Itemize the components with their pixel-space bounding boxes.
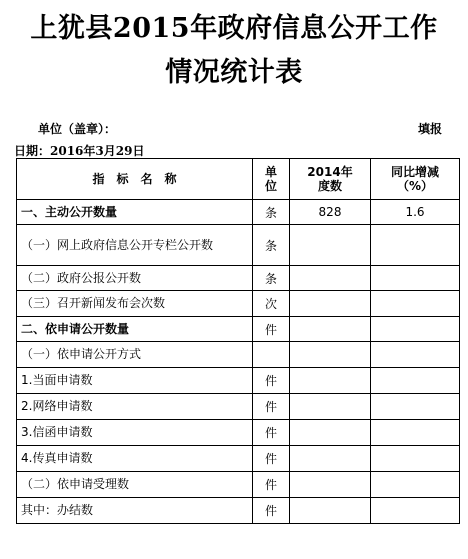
unit-cell: 条 bbox=[253, 200, 290, 225]
indicator-name-cell: （二）政府公报公开数 bbox=[17, 266, 253, 291]
table-row bbox=[17, 472, 460, 498]
year-count-cell bbox=[290, 498, 371, 524]
indicator-name-cell: 3.信函申请数 bbox=[17, 420, 253, 446]
indicator-name-cell: 其中：办结数 bbox=[17, 498, 253, 524]
unit-cell: 件 bbox=[253, 420, 290, 446]
year-count-cell bbox=[290, 368, 371, 394]
table-row bbox=[17, 446, 460, 472]
year-count-cell bbox=[290, 472, 371, 498]
header-yoy-change: 同比增减 （%） bbox=[371, 159, 460, 200]
unit-cell: 件 bbox=[253, 498, 290, 524]
indicator-name-cell: （一）网上政府信息公开专栏公开数 bbox=[17, 225, 253, 266]
unit-seal-label: 单位（盖章）： bbox=[38, 122, 117, 136]
yoy-change-cell bbox=[371, 420, 460, 446]
yoy-change-cell bbox=[371, 394, 460, 420]
indicator-name-cell: （三）召开新闻发布会次数 bbox=[17, 291, 253, 317]
unit-cell: 条 bbox=[253, 225, 290, 266]
year-count-cell bbox=[290, 342, 371, 368]
header-indicator-name: 指 标 名 称 bbox=[17, 159, 253, 200]
document-title-line-2: 情况统计表 bbox=[165, 57, 303, 88]
year-count-cell bbox=[290, 317, 371, 342]
unit-cell: 件 bbox=[253, 394, 290, 420]
date-label: 日期：2016年3月29日 bbox=[14, 144, 145, 158]
indicator-name-cell: （一）依申请公开方式 bbox=[17, 342, 253, 368]
table-row bbox=[17, 200, 460, 225]
yoy-change-cell bbox=[371, 291, 460, 317]
indicator-name-cell: 4.传真申请数 bbox=[17, 446, 253, 472]
header-year-count: 2014年 度数 bbox=[290, 159, 371, 200]
table-row bbox=[17, 266, 460, 291]
document-title-line-1: 上犹县2015年政府信息公开工作 bbox=[30, 13, 438, 44]
unit-cell: 件 bbox=[253, 472, 290, 498]
table-row bbox=[17, 498, 460, 524]
indicator-name-cell: 1.当面申请数 bbox=[17, 368, 253, 394]
yoy-change-cell bbox=[371, 317, 460, 342]
unit-cell bbox=[253, 342, 290, 368]
yoy-change-cell bbox=[371, 266, 460, 291]
table-row bbox=[17, 394, 460, 420]
unit-cell: 次 bbox=[253, 291, 290, 317]
table-row bbox=[17, 368, 460, 394]
year-count-cell bbox=[290, 225, 371, 266]
year-count-cell: 828 bbox=[290, 200, 371, 225]
year-count-cell bbox=[290, 266, 371, 291]
indicator-name-cell: （二）依申请受理数 bbox=[17, 472, 253, 498]
table-row bbox=[17, 342, 460, 368]
unit-cell: 件 bbox=[253, 446, 290, 472]
fill-label: 填报 bbox=[418, 122, 443, 136]
table-row bbox=[17, 420, 460, 446]
table-body bbox=[17, 200, 460, 524]
indicator-name-cell: 2.网络申请数 bbox=[17, 394, 253, 420]
yoy-change-cell bbox=[371, 342, 460, 368]
yoy-change-cell: 1.6 bbox=[371, 200, 460, 225]
unit-cell: 件 bbox=[253, 368, 290, 394]
indicator-name-cell: 二、依申请公开数量 bbox=[17, 317, 253, 342]
statistics-table bbox=[16, 158, 460, 524]
year-count-cell bbox=[290, 446, 371, 472]
table-header-row bbox=[17, 159, 460, 200]
table-row bbox=[17, 225, 460, 266]
year-count-cell bbox=[290, 394, 371, 420]
yoy-change-cell bbox=[371, 368, 460, 394]
yoy-change-cell bbox=[371, 446, 460, 472]
header-unit: 单 位 bbox=[253, 159, 290, 200]
unit-cell: 件 bbox=[253, 317, 290, 342]
yoy-change-cell bbox=[371, 225, 460, 266]
yoy-change-cell bbox=[371, 498, 460, 524]
yoy-change-cell bbox=[371, 472, 460, 498]
indicator-name-cell: 一、主动公开数量 bbox=[17, 200, 253, 225]
year-count-cell bbox=[290, 291, 371, 317]
year-count-cell bbox=[290, 420, 371, 446]
unit-cell: 条 bbox=[253, 266, 290, 291]
table-row bbox=[17, 317, 460, 342]
table-row bbox=[17, 291, 460, 317]
